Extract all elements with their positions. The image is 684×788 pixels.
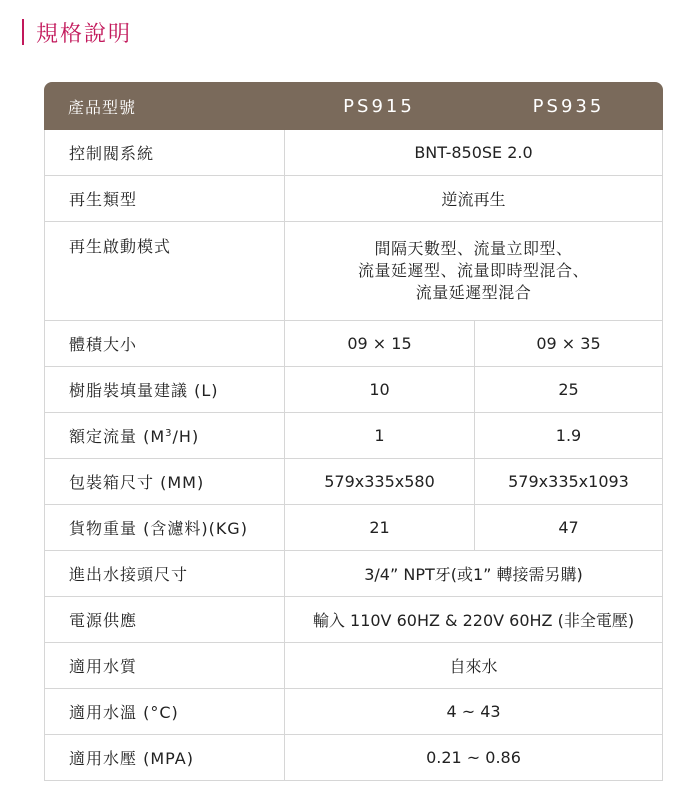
row-label: 適用水壓 (MPA) (44, 735, 284, 781)
row-value-a: 579x335x580 (284, 459, 474, 505)
row-value-a: 10 (284, 367, 474, 413)
table-row (44, 367, 663, 413)
table-row (44, 735, 663, 781)
flow-label-pre: 額定流量 (M (69, 427, 166, 446)
table-row (44, 643, 663, 689)
row-label: 適用水質 (44, 643, 284, 689)
row-label: 體積大小 (44, 321, 284, 367)
table-row (44, 459, 663, 505)
row-value-b: 1.9 (474, 413, 663, 459)
spec-table-container (44, 82, 663, 781)
table-row (44, 222, 663, 321)
row-label: 再生啟動模式 (44, 222, 284, 321)
table-row (44, 321, 663, 367)
table-row (44, 551, 663, 597)
table-header-row (44, 82, 663, 130)
row-value: 逆流再生 (284, 176, 663, 222)
row-label: 貨物重量 (含濾料)(KG) (44, 505, 284, 551)
row-label (44, 413, 284, 459)
row-value: 輸入 110V 60HZ & 220V 60HZ (非全電壓) (284, 597, 663, 643)
header-model-a: PS915 (284, 82, 474, 130)
row-label: 進出水接頭尺寸 (44, 551, 284, 597)
flow-label-post: /H) (172, 427, 200, 446)
table-row (44, 505, 663, 551)
row-value: 自來水 (284, 643, 663, 689)
row-value: BNT-850SE 2.0 (284, 130, 663, 176)
table-row (44, 597, 663, 643)
table-row (44, 413, 663, 459)
row-label: 適用水溫 (°C) (44, 689, 284, 735)
table-row (44, 689, 663, 735)
flow-label-sup: 3 (165, 428, 173, 439)
row-value: 0.21 ~ 0.86 (284, 735, 663, 781)
heading-accent-bar (22, 19, 24, 45)
header-label: 產品型號 (44, 82, 284, 130)
row-value: 4 ~ 43 (284, 689, 663, 735)
spec-table (44, 82, 663, 781)
section-title: 規格說明 (36, 21, 133, 47)
table-row (44, 176, 663, 222)
row-label: 樹脂裝填量建議 (L) (44, 367, 284, 413)
row-value: 3/4” NPT牙(或1” 轉接需另購) (284, 551, 663, 597)
row-label: 再生類型 (44, 176, 284, 222)
row-label: 電源供應 (44, 597, 284, 643)
row-value-b: 09 × 35 (474, 321, 663, 367)
regen-mode-line: 流量延遲型、流量即時型混合、 (357, 261, 589, 280)
row-value-a: 09 × 15 (284, 321, 474, 367)
header-model-b: PS935 (474, 82, 663, 130)
regen-mode-line: 流量延遲型混合 (415, 283, 532, 302)
row-value-b: 579x335x1093 (474, 459, 663, 505)
row-value-a: 21 (284, 505, 474, 551)
row-label: 控制閥系統 (44, 130, 284, 176)
row-label: 包裝箱尺寸 (MM) (44, 459, 284, 505)
section-heading (22, 18, 132, 46)
regen-mode-line: 間隔天數型、流量立即型、 (374, 239, 573, 258)
row-value-b: 47 (474, 505, 663, 551)
row-value-a: 1 (284, 413, 474, 459)
table-row (44, 130, 663, 176)
row-value-b: 25 (474, 367, 663, 413)
row-value (284, 222, 663, 321)
